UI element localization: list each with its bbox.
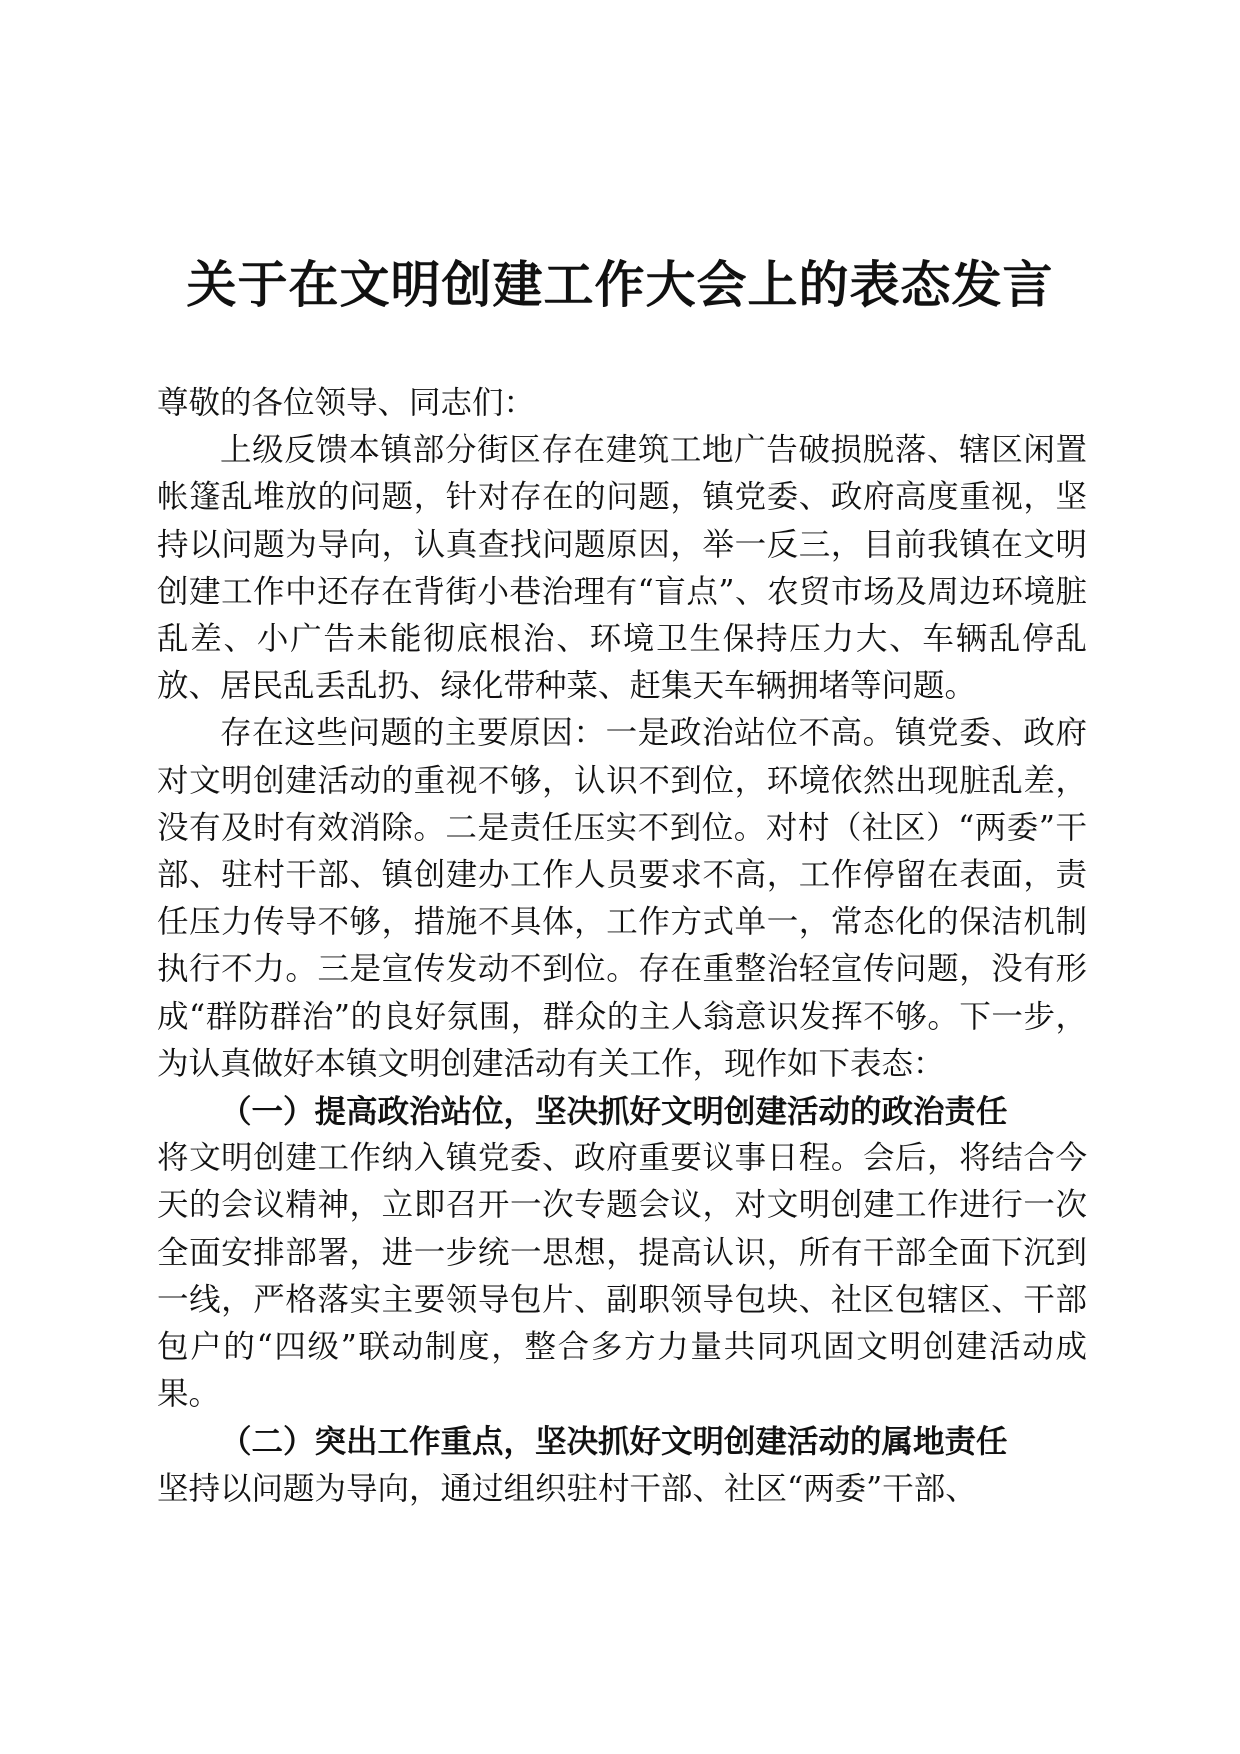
document-title: 关于在文明创建工作大会上的表态发言 — [186, 255, 1054, 314]
paragraph-causes: 存在这些问题的主要原因：一是政治站位不高。镇党委、政府对文明创建活动的重视不够，认识不到位，环境依然出现脏乱差，没有及时有效消除。二是责任压实不到位。对村（社区）“两委”干部、驻村干部、镇创建办工作人员要求不高，工作停留在表面，责任压力传导不够，措施不具体，工作方式单一，常态化的保洁机制执行不力。三是宣传发动不到位。存在重整治轻宣传问题，没有形成“群防群治”的良好氛围，群众的主人翁意识发挥不够。下一步，为认真做好本镇文明创建活动有关工作，现作如下表态： — [157, 715, 1087, 1082]
document-body — [157, 380, 1087, 1513]
section-2-body: 坚持以问题为导向，通过组织驻村干部、社区“两委”干部、 — [157, 1470, 977, 1507]
salutation: 尊敬的各位领导、同志们： — [157, 385, 536, 421]
section-1-heading: （一）提高政治站位，坚决抓好文明创建活动的政治责任 — [220, 1093, 1008, 1131]
section-2-heading: （二）突出工作重点，坚决抓好文明创建活动的属地责任 — [220, 1423, 1008, 1461]
paragraph-feedback: 上级反馈本镇部分街区存在建筑工地广告破损脱落、辖区闲置帐篷乱堆放的问题，针对存在的问题，镇党委、政府高度重视，坚持以问题为导向，认真查找问题原因，举一反三，目前我镇在文明创建工作中还存在背街小巷治理有“盲点”、农贸市场及周边环境脏乱差、小广告未能彻底根治、环境卫生保持压力大、车辆乱停乱放、居民乱丢乱扔、绿化带种菜、赶集天车辆拥堵等问题。 — [157, 432, 1087, 705]
section-1-body: 将文明创建工作纳入镇党委、政府重要议事日程。会后，将结合今天的会议精神，立即召开一次专题会议，对文明创建工作进行一次全面安排部署，进一步统一思想，提高认识，所有干部全面下沉到一线，严格落实主要领导包片、副职领导包块、社区包辖区、干部包户的“四级”联动制度，整合多方力量共同巩固文明创建活动成果。 — [157, 1140, 1087, 1413]
